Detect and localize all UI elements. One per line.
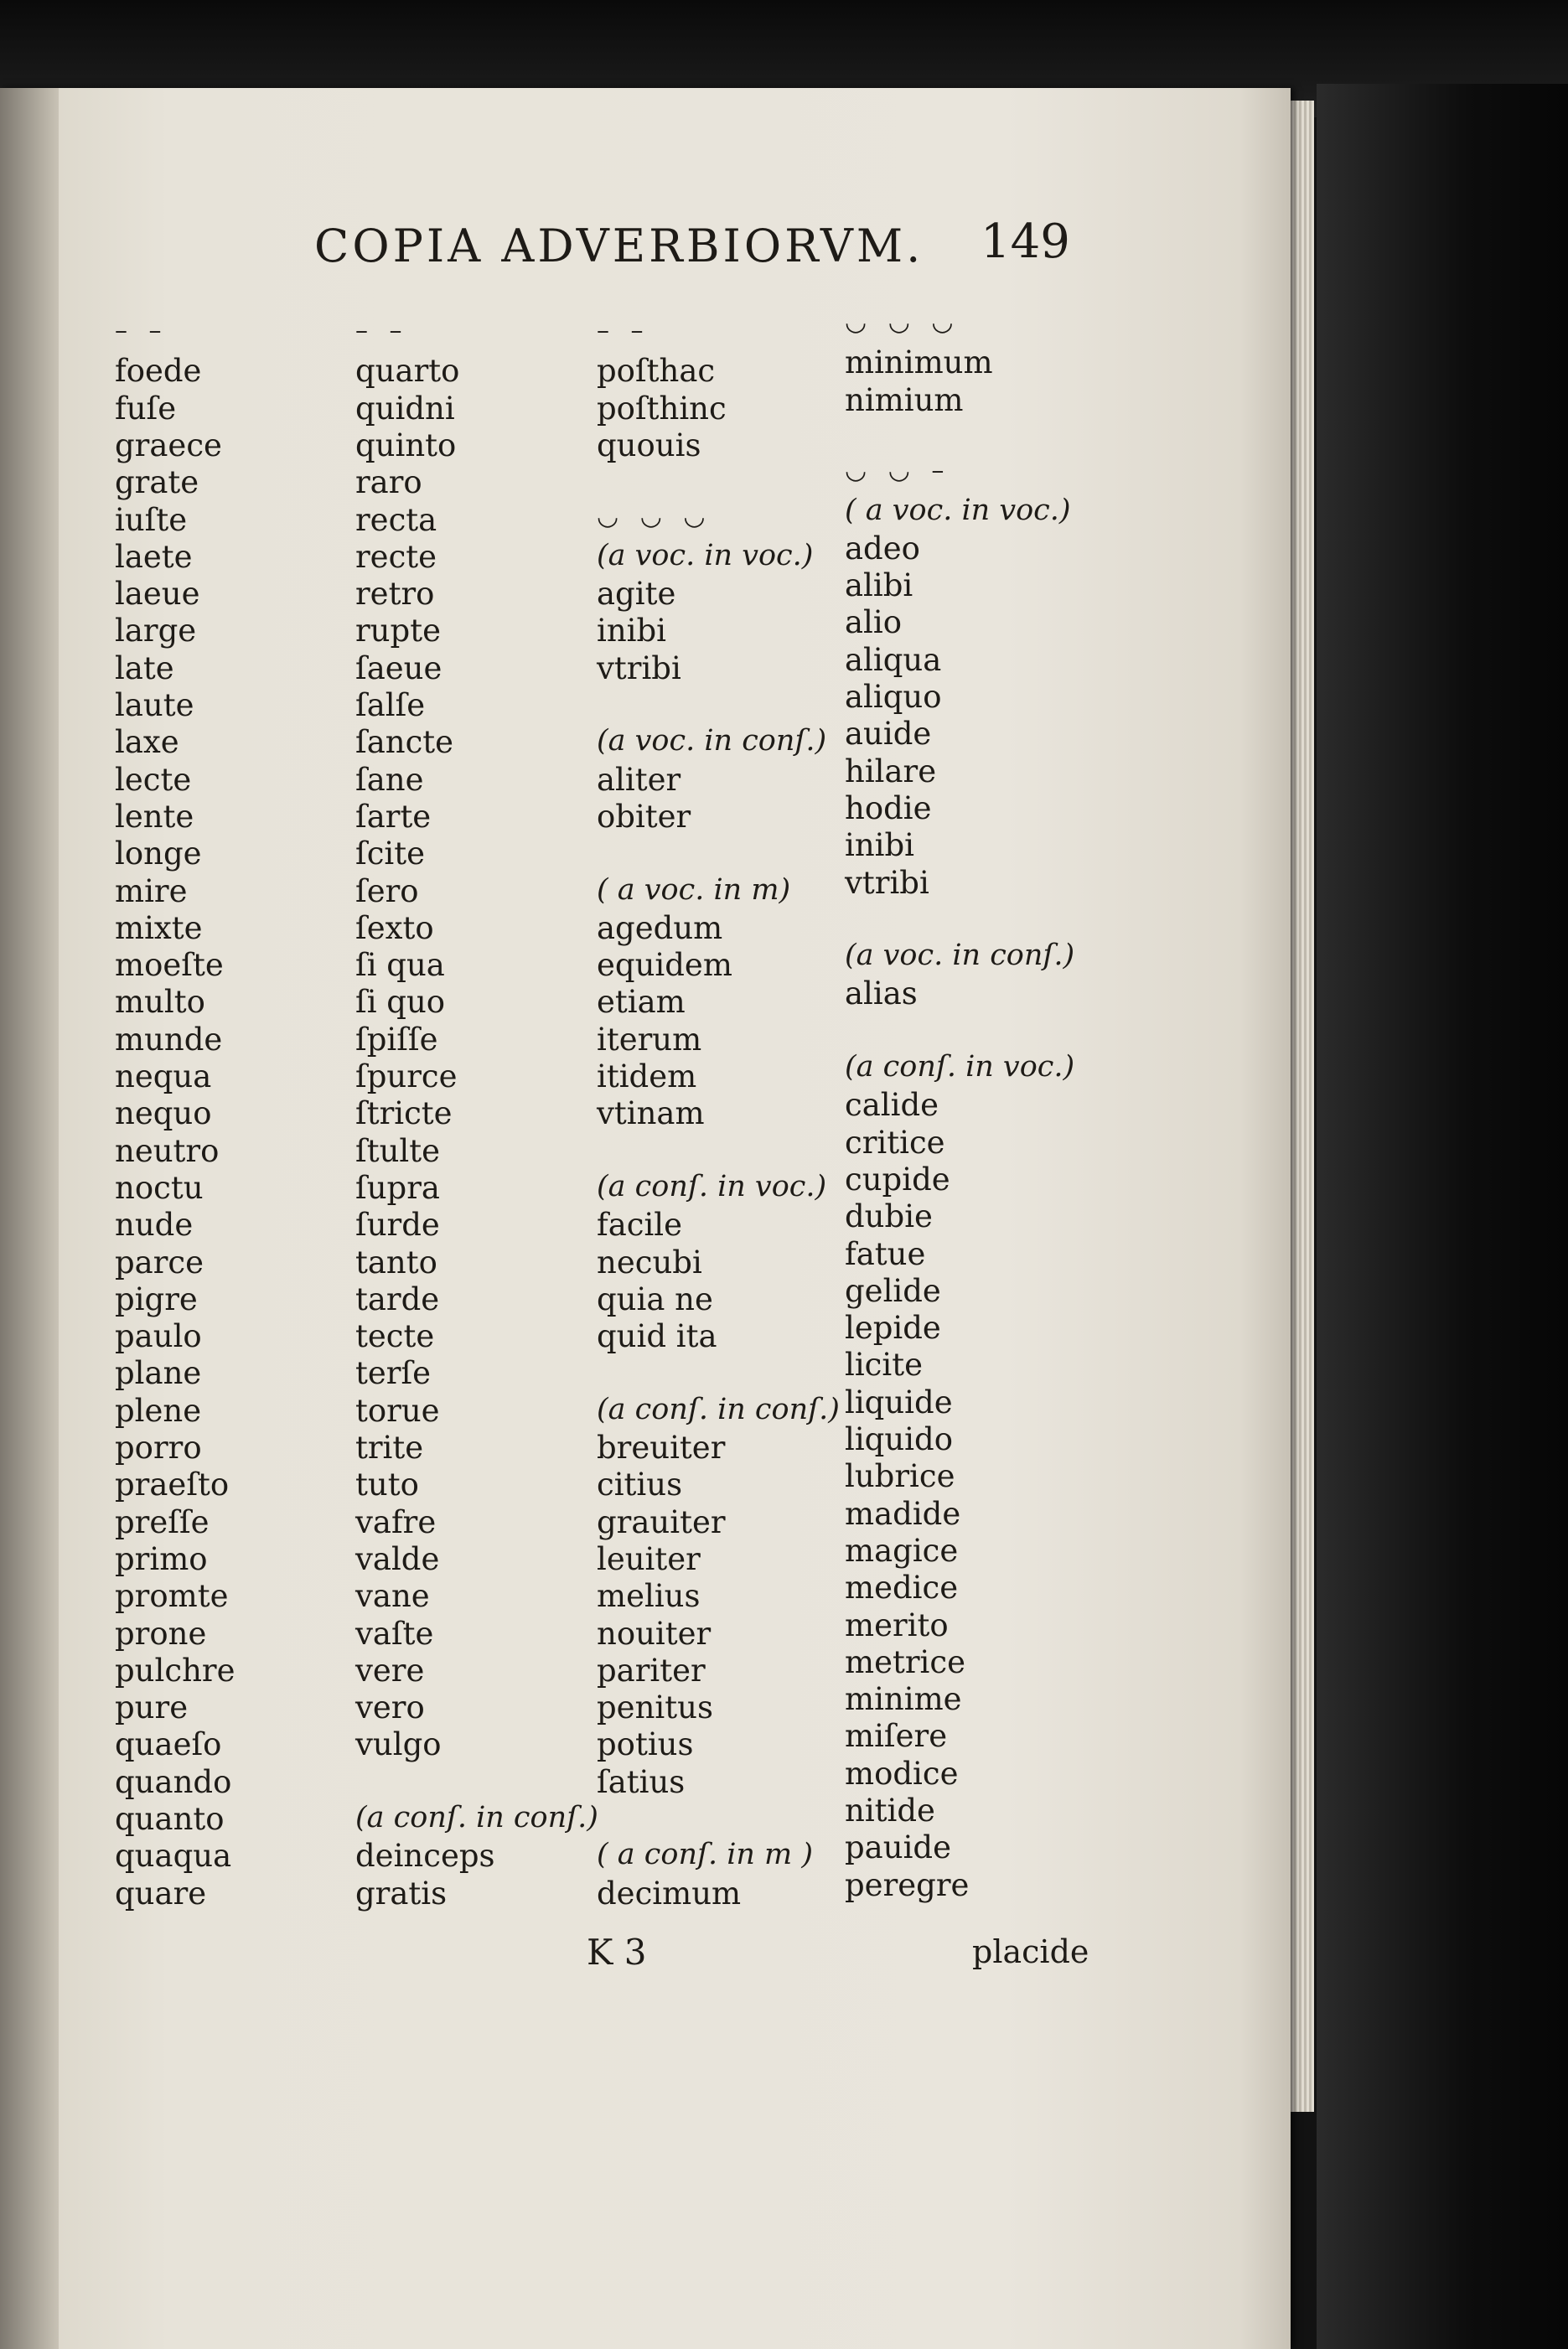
adverb-entry: foede	[115, 353, 202, 390]
adverb-entry: iuſte	[115, 501, 188, 538]
adverb-entry: longe	[115, 836, 202, 872]
adverb-entry: medice	[845, 1570, 959, 1607]
adverb-entry: recta	[355, 501, 437, 538]
adverb-entry: laete	[115, 538, 193, 575]
adverb-entry: agite	[597, 576, 676, 613]
adverb-entry: obiter	[597, 798, 691, 835]
adverb-entry: metrice	[845, 1643, 965, 1680]
adverb-entry: equidem	[597, 947, 732, 984]
adverb-entry: vane	[355, 1578, 430, 1615]
adverb-entry: inibi	[845, 827, 915, 864]
adverb-entry: minime	[845, 1681, 962, 1718]
adverb-entry: ſero	[355, 872, 419, 909]
adverb-entry: dubie	[845, 1198, 933, 1235]
adverb-entry: praeſto	[115, 1467, 230, 1503]
adverb-entry: tanto	[355, 1244, 437, 1281]
adverb-entry: penitus	[597, 1689, 713, 1726]
adverb-entry: modice	[845, 1755, 959, 1792]
book-cover-edge	[1317, 84, 1568, 2349]
adverb-entry: merito	[845, 1607, 949, 1643]
adverb-entry: quare	[115, 1875, 207, 1912]
adverb-entry: plane	[115, 1355, 202, 1392]
adverb-entry: laeue	[115, 576, 200, 613]
adverb-entry: poſthinc	[597, 390, 727, 427]
section-heading: (a voc. in voc.)	[597, 538, 814, 572]
adverb-entry: nitide	[845, 1793, 935, 1829]
adverb-entry: ſpiſſe	[355, 1021, 438, 1058]
adverb-entry: trite	[355, 1430, 424, 1466]
page-number: 149	[981, 215, 1070, 269]
adverb-entry: liquido	[845, 1421, 953, 1457]
section-heading: (a conſ. in conſ.)	[355, 1801, 598, 1834]
adverb-entry: munde	[115, 1021, 223, 1058]
adverb-entry: hodie	[845, 789, 932, 826]
adverb-entry: breuiter	[597, 1430, 726, 1466]
adverb-entry: moeſte	[115, 947, 224, 984]
adverb-entry: ſaeue	[355, 649, 442, 686]
adverb-entry: deinceps	[355, 1838, 495, 1875]
adverb-entry: liquide	[845, 1384, 953, 1420]
adverb-entry: lepide	[845, 1310, 941, 1347]
adverb-entry: licite	[845, 1347, 923, 1384]
adverb-entry: peregre	[845, 1866, 970, 1903]
adverb-entry: ſi quo	[355, 984, 446, 1021]
adverb-entry: calide	[845, 1087, 939, 1124]
adverb-entry: quia ne	[597, 1281, 713, 1317]
adverb-entry: raro	[355, 464, 422, 501]
adverb-entry: nequo	[115, 1095, 212, 1132]
adverb-entry: vero	[355, 1689, 425, 1726]
adverb-entry: alias	[845, 975, 918, 1012]
adverb-entry: primo	[115, 1540, 208, 1577]
adverb-entry: ſurde	[355, 1207, 440, 1244]
adverb-entry: mixte	[115, 909, 203, 946]
adverb-entry: terſe	[355, 1355, 432, 1392]
adverb-entry: torue	[355, 1392, 440, 1429]
running-head: COPIA ADVERBIORVM.	[314, 220, 924, 272]
adverb-entry: aliquo	[845, 679, 942, 715]
adverb-entry: recte	[355, 538, 437, 575]
adverb-entry: critice	[845, 1124, 945, 1161]
adverb-entry: vtinam	[597, 1095, 705, 1132]
adverb-entry: vulgo	[355, 1726, 442, 1763]
adverb-entry: large	[115, 613, 197, 649]
adverb-entry: ſi qua	[355, 947, 445, 984]
adverb-entry: lecte	[115, 761, 192, 798]
adverb-entry: tecte	[355, 1318, 435, 1355]
adverb-entry: multo	[115, 984, 205, 1021]
adverb-entry: ſpurce	[355, 1058, 458, 1094]
adverb-entry: agedum	[597, 909, 723, 946]
adverb-entry: iterum	[597, 1021, 702, 1058]
adverb-entry: poſthac	[597, 353, 716, 390]
adverb-entry: quarto	[355, 353, 460, 390]
adverb-entry: potius	[597, 1726, 694, 1763]
adverb-entry: vtribi	[845, 864, 929, 901]
adverb-entry: pigre	[115, 1281, 198, 1317]
adverb-entry: rupte	[355, 613, 441, 649]
meter-mark: – –	[115, 316, 168, 345]
adverb-entry: ſane	[355, 761, 424, 798]
meter-mark: – –	[355, 316, 409, 345]
adverb-entry: alio	[845, 604, 903, 641]
adverb-entry: retro	[355, 576, 435, 613]
adverb-entry: citius	[597, 1467, 683, 1503]
adverb-entry: mire	[115, 872, 188, 909]
adverb-entry: etiam	[597, 984, 686, 1021]
adverb-entry: graece	[115, 427, 222, 463]
adverb-entry: quouis	[597, 427, 701, 463]
adverb-entry: pure	[115, 1689, 189, 1726]
adverb-entry: aliqua	[845, 641, 942, 678]
adverb-entry: facile	[597, 1207, 683, 1244]
adverb-entry: valde	[355, 1540, 440, 1577]
adverb-entry: tuto	[355, 1467, 419, 1503]
adverb-entry: late	[115, 649, 174, 686]
adverb-entry: magice	[845, 1532, 959, 1569]
adverb-entry: lubrice	[845, 1458, 955, 1495]
adverb-entry: melius	[597, 1578, 701, 1615]
adverb-entry: fatue	[845, 1235, 926, 1272]
adverb-entry: hilare	[845, 753, 937, 789]
adverb-entry: promte	[115, 1578, 229, 1615]
section-heading: (a voc. in conſ.)	[845, 939, 1075, 973]
meter-mark: ◡ ◡ ◡	[845, 308, 960, 337]
section-heading: (a conſ. in voc.)	[845, 1050, 1075, 1084]
adverb-entry: ſcite	[355, 836, 426, 872]
adverb-entry: pulchre	[115, 1652, 235, 1689]
adverb-entry: ſupra	[355, 1169, 440, 1206]
adverb-entry: vere	[355, 1652, 425, 1689]
adverb-entry: ſtulte	[355, 1132, 440, 1169]
adverb-entry: quando	[115, 1763, 232, 1800]
page-gutter	[0, 88, 59, 2349]
adverb-entry: plene	[115, 1392, 202, 1429]
adverb-entry: parce	[115, 1244, 204, 1281]
adverb-entry: grate	[115, 464, 199, 501]
section-heading: (a voc. in conſ.)	[597, 724, 827, 758]
adverb-entry: quidni	[355, 390, 455, 427]
adverb-entry: madide	[845, 1495, 961, 1532]
signature-mark: K 3	[587, 1932, 647, 1973]
adverb-entry: lente	[115, 798, 194, 835]
section-heading: ( a voc. in m)	[597, 872, 791, 907]
adverb-entry: prone	[115, 1615, 207, 1652]
catchword: placide	[972, 1933, 1089, 1970]
adverb-entry: laute	[115, 687, 194, 723]
meter-mark: ◡ ◡ ◡	[597, 501, 712, 531]
adverb-entry: grauiter	[597, 1503, 726, 1540]
adverb-entry: adeo	[845, 530, 920, 567]
adverb-entry: vafre	[355, 1503, 437, 1540]
adverb-entry: auide	[845, 716, 932, 753]
meter-mark: – –	[597, 316, 650, 345]
section-heading: ( a voc. in voc.)	[845, 493, 1071, 527]
adverb-entry: fuſe	[115, 390, 177, 427]
adverb-entry: minimum	[845, 344, 993, 381]
meter-mark: ◡ ◡ –	[845, 456, 951, 486]
adverb-entry: quanto	[115, 1801, 225, 1837]
adverb-entry: ſancte	[355, 724, 454, 761]
adverb-entry: tarde	[355, 1281, 440, 1317]
adverb-entry: vtribi	[597, 649, 681, 686]
adverb-entry: itidem	[597, 1058, 697, 1094]
adverb-entry: cupide	[845, 1161, 950, 1198]
section-heading: (a conſ. in conſ.)	[597, 1392, 840, 1426]
adverb-entry: neutro	[115, 1132, 220, 1169]
adverb-entry: gratis	[355, 1875, 448, 1912]
adverb-entry: miſere	[845, 1718, 948, 1755]
adverb-entry: aliter	[597, 761, 681, 798]
adverb-entry: necubi	[597, 1244, 702, 1281]
adverb-entry: nimium	[845, 381, 964, 418]
adverb-entry: quaeſo	[115, 1726, 222, 1763]
adverb-entry: nequa	[115, 1058, 212, 1094]
adverb-entry: preſſe	[115, 1503, 210, 1540]
adverb-entry: noctu	[115, 1169, 204, 1206]
adverb-entry: quinto	[355, 427, 457, 463]
adverb-entry: pauide	[845, 1829, 951, 1866]
adverb-entry: ſatius	[597, 1763, 686, 1800]
adverb-entry: gelide	[845, 1272, 941, 1309]
adverb-entry: vaſte	[355, 1615, 434, 1652]
adverb-entry: ſexto	[355, 909, 434, 946]
adverb-entry: ſtricte	[355, 1095, 453, 1132]
adverb-entry: laxe	[115, 724, 179, 761]
adverb-entry: inibi	[597, 613, 667, 649]
adverb-entry: pariter	[597, 1652, 706, 1689]
adverb-entry: leuiter	[597, 1540, 701, 1577]
adverb-entry: nouiter	[597, 1615, 712, 1652]
adverb-entry: alibi	[845, 567, 913, 604]
adverb-entry: decimum	[597, 1875, 742, 1912]
adverb-entry: quaqua	[115, 1838, 232, 1875]
adverb-entry: ſarte	[355, 798, 432, 835]
section-heading: ( a conſ. in m )	[597, 1838, 814, 1872]
adverb-entry: paulo	[115, 1318, 202, 1355]
adverb-entry: quid ita	[597, 1318, 717, 1355]
adverb-entry: ſalſe	[355, 687, 426, 723]
adverb-entry: nude	[115, 1207, 194, 1244]
section-heading: (a conſ. in voc.)	[597, 1169, 827, 1203]
adverb-entry: porro	[115, 1430, 202, 1466]
